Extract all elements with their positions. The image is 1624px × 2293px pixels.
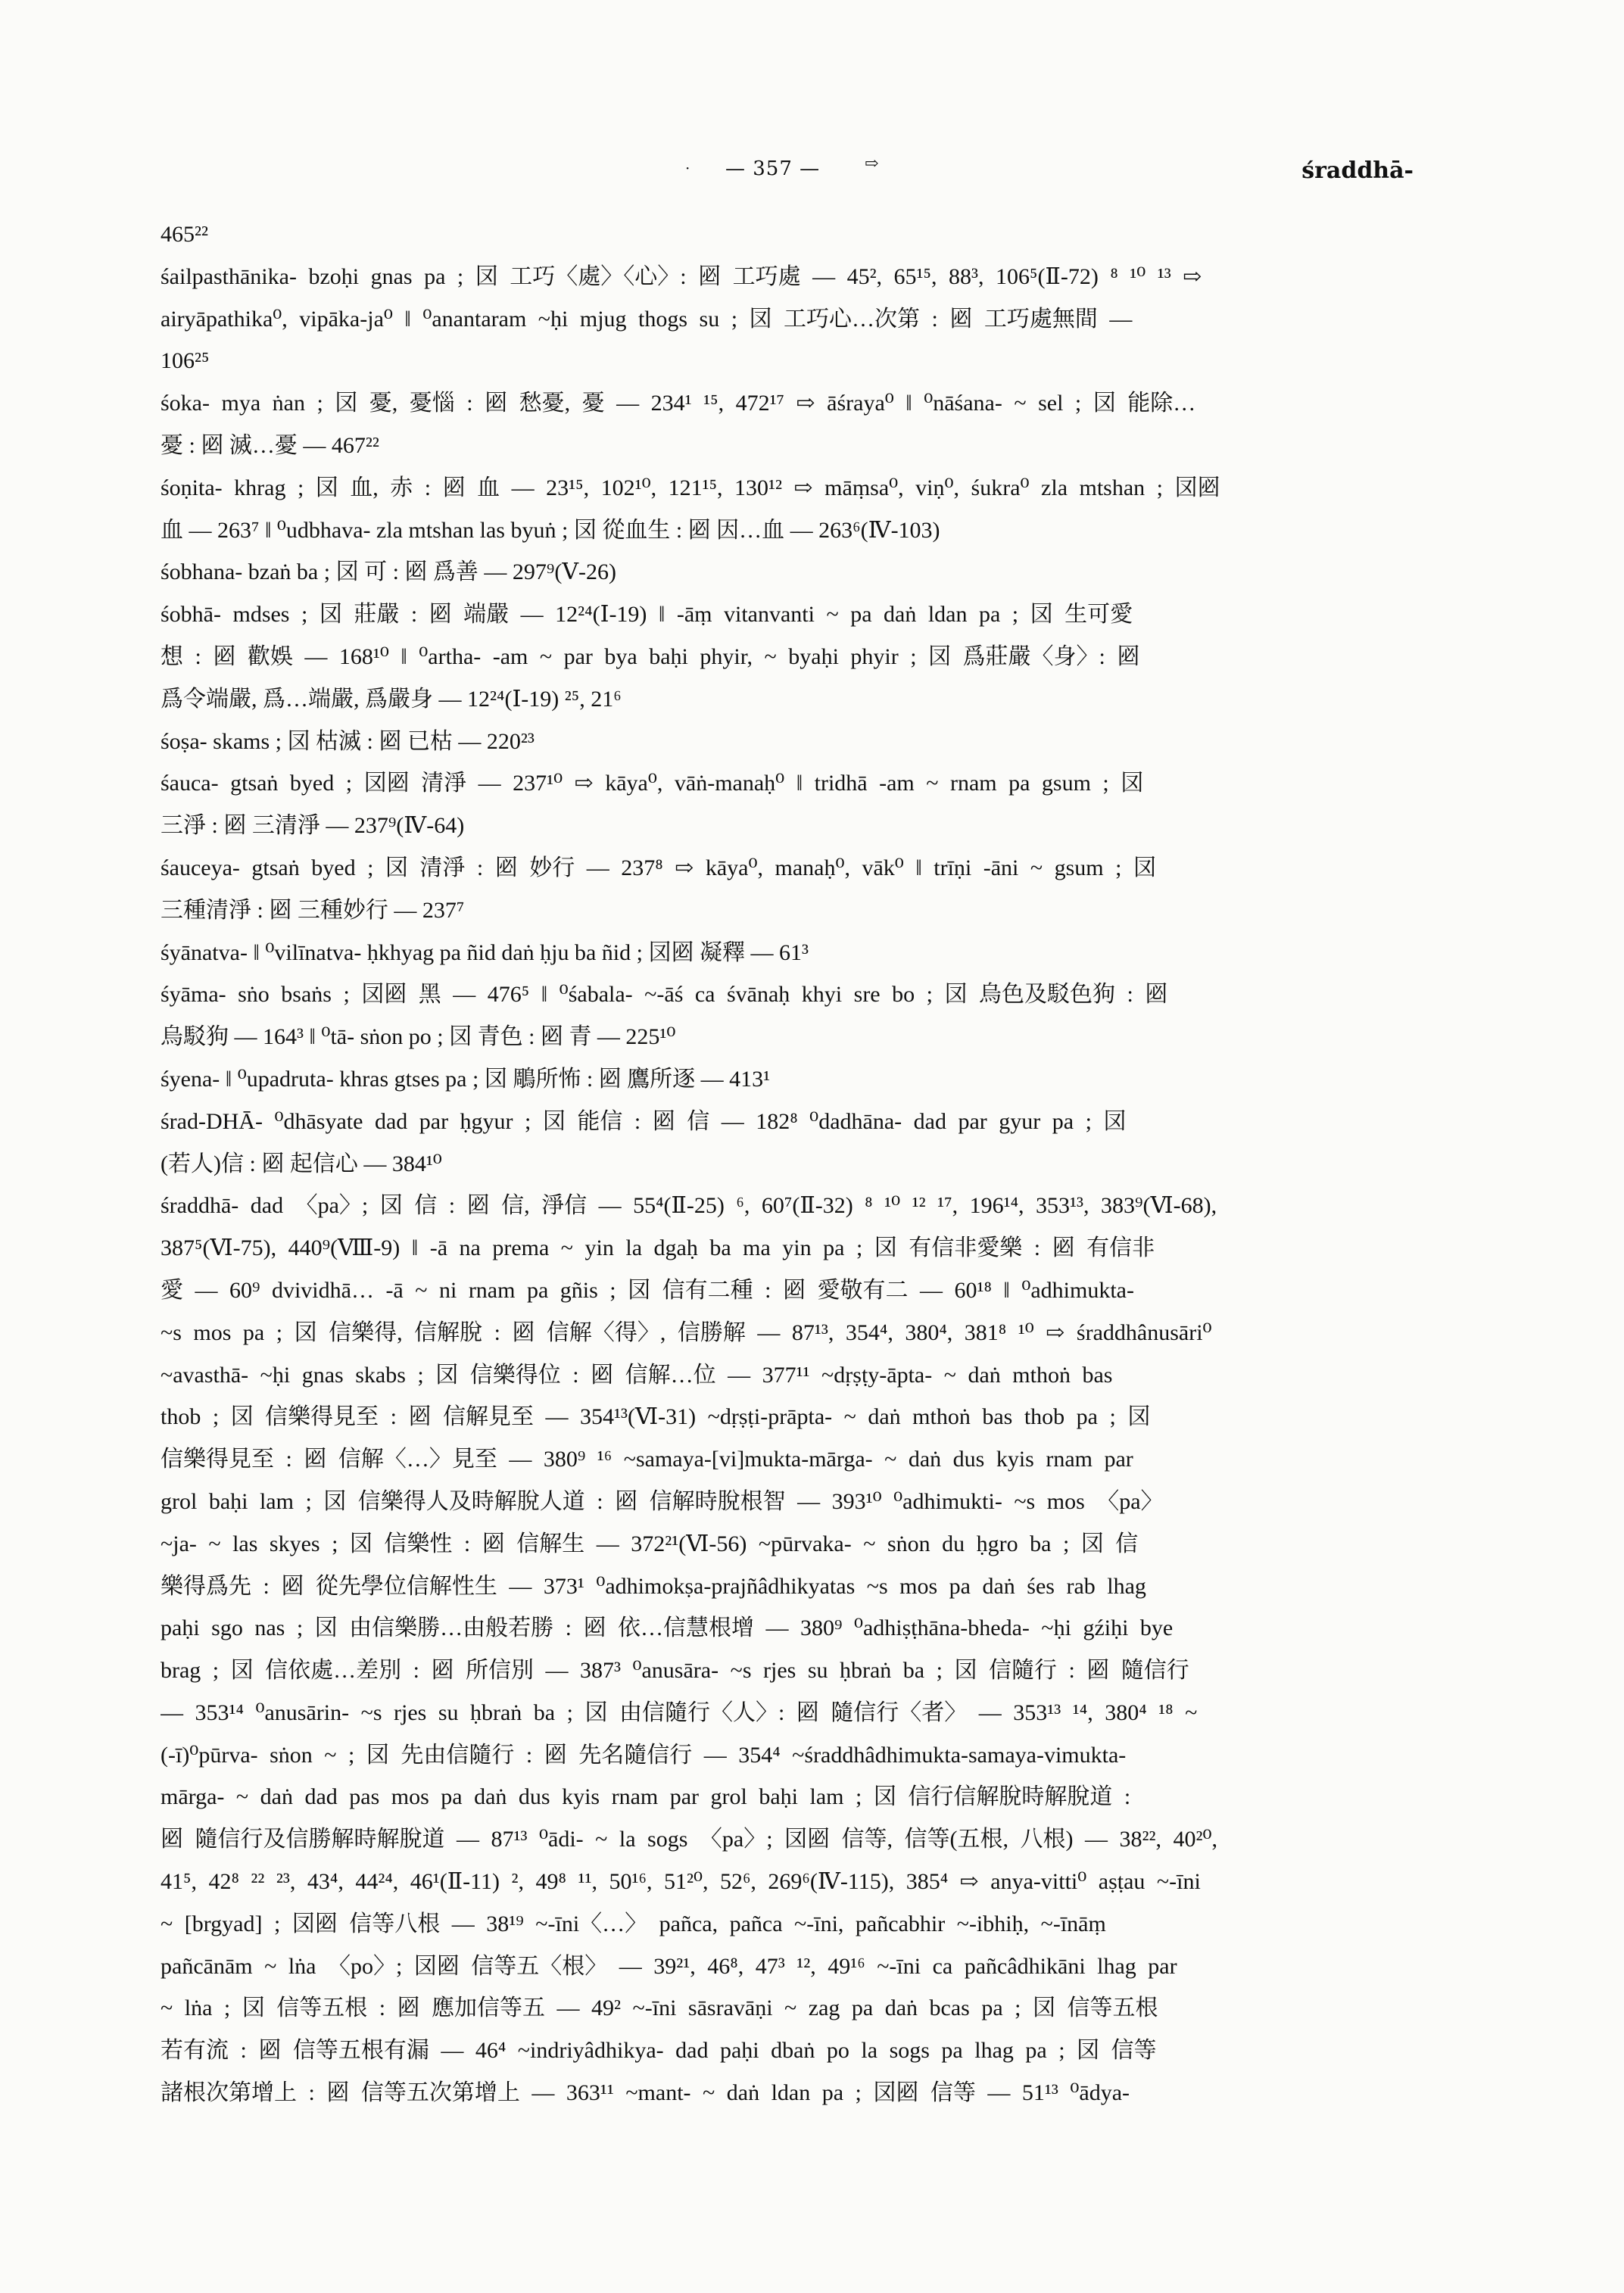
- entry-line-text: śobhana- bzaṅ ba ; 㘝 可 : 㘠 爲善 — 297⁹(Ⅴ-26): [161, 559, 617, 585]
- entry-line-text: paḥi sgo nas ; 㘝 由信樂勝…由般若勝 : 㘠 依…信慧根增 — 380⁹ ⁰adhiṣṭhāna-bheda- ~ḥi gźiḥi bye: [161, 1615, 1174, 1641]
- entry-line: [161, 1818, 1470, 1861]
- entry-line-text: 愛 — 60⁹ dvividhā… -ā ~ ni rnam pa gñis ; 㘝 信有二種 : 㘠 愛敬有二 — 60¹⁸ ‖ ⁰adhimukta-: [161, 1277, 1134, 1303]
- entry-line: [161, 1227, 1470, 1270]
- entry-line-text: ~avasthā- ~ḥi gnas skabs ; 㘝 信樂得位 : 㘠 信解…位 — 377¹¹ ~dṛṣṭy-āpta- ~ daṅ mthoṅ bas: [161, 1362, 1113, 1388]
- entry-line: [161, 1185, 1470, 1227]
- entry-line-text: 爲令端嚴, 爲…端嚴, 爲嚴身 — 12²⁴(Ⅰ-19) ²⁵, 21⁶: [161, 686, 622, 712]
- entry-line-text: śyānatva- ‖ ⁰vilīnatva- ḥkhyag pa ñid daṅ ḥju ba ñid ; 㘝㘠 凝釋 — 61³: [161, 939, 809, 965]
- entry-line-text: 387⁵(Ⅵ-75), 440⁹(Ⅷ-9) ‖ -ā na prema ~ yin la dgaḥ ba ma yin pa ; 㘝 有信非愛樂 : 㘠 有信非: [161, 1235, 1155, 1261]
- entry-line: [161, 1143, 1470, 1185]
- header-dot: ·: [685, 159, 690, 177]
- entry-line-text: śyena- ‖ ⁰upadruta- khras gtses pa ; 㘝 鵰所怖 : 㘠 鷹所逐 — 413¹: [161, 1066, 771, 1092]
- entry-line: [161, 1861, 1470, 1903]
- entry-line: [161, 636, 1470, 678]
- entry-line: [161, 2072, 1470, 2114]
- entry-line: [161, 1016, 1470, 1058]
- entry-line-text: śyāma- sṅo bsaṅs ; 㘝㘠 黑 — 476⁵ ‖ ⁰śabala- ~-āś ca śvānaḥ khyi sre bo ; 㘝 烏色及駁色狗 : 㘠: [161, 982, 1168, 1008]
- entry-line-text: ~ja- ~ las skyes ; 㘝 信樂性 : 㘠 信解生 — 372²¹(Ⅵ-56) ~pūrvaka- ~ sṅon du ḥgro ba ; 㘝 信: [161, 1531, 1139, 1556]
- entry-line: [161, 1734, 1470, 1777]
- entry-line-text: brag ; 㘝 信依處…差別 : 㘠 所信別 — 387³ ⁰anusāra- ~s rjes su ḥbraṅ ba ; 㘝 信隨行 : 㘠 隨信行: [161, 1658, 1189, 1684]
- entry-line-text: pañcānām ~ lṅa 〈po〉; 㘝㘠 信等五〈根〉 — 39²¹, 46⁸, 47³ ¹², 49¹⁶ ~-īni ca pañcâdhikāni lhag par: [161, 1953, 1177, 1979]
- entry-line-text: śrad-DHĀ- ⁰dhāsyate dad par ḥgyur ; 㘝 能信 : 㘠 信 — 182⁸ ⁰dadhāna- dad par gyur pa ; 㘝: [161, 1108, 1127, 1134]
- entry-line: [161, 678, 1470, 721]
- entry-line: [161, 1987, 1470, 2030]
- entry-line: [161, 298, 1470, 341]
- entry-line: [161, 974, 1470, 1016]
- entry-line-text: mārga- ~ daṅ dad pas mos pa daṅ dus kyis rnam par grol baḥi lam ; 㘝 信行信解脫時解脫道 :: [161, 1784, 1131, 1810]
- entry-line: [161, 425, 1470, 467]
- entry-line: [161, 932, 1470, 974]
- entry-line: [161, 1438, 1470, 1481]
- entry-line: [161, 1566, 1470, 1608]
- entry-line-text: — 353¹⁴ ⁰anusārin- ~s rjes su ḥbraṅ ba ; 㘝 由信隨行〈人〉: 㘠 隨信行〈者〉 — 353¹³ ¹⁴, 380⁴ ¹⁸ ~: [161, 1699, 1198, 1725]
- entry-line-text: 血 — 263⁷ ‖ ⁰udbhava- zla mtshan las byuṅ ; 㘝 從血生 : 㘠 因…血 — 263⁶(Ⅳ-103): [161, 517, 940, 543]
- running-head: [0, 154, 1624, 188]
- entry-line-text: ~ lṅa ; 㘝 信等五根 : 㘠 應加信等五 — 49² ~-īni sāsravāṇi ~ zag pa daṅ bcas pa ; 㘝 信等五根: [161, 1995, 1158, 2021]
- entry-line: [161, 594, 1470, 636]
- entry-line: [161, 213, 1470, 256]
- entry-line: [161, 1607, 1470, 1650]
- entry-line: [161, 2030, 1470, 2072]
- entry-line: [161, 1101, 1470, 1143]
- entry-line-text: 憂 : 㘠 滅…憂 — 467²²: [161, 432, 379, 458]
- entry-line-text: 信樂得見至 : 㘠 信解〈…〉見至 — 380⁹ ¹⁶ ~samaya-[vi]mukta-mārga- ~ daṅ dus kyis rnam par: [161, 1447, 1133, 1472]
- entry-line: [161, 1396, 1470, 1438]
- entry-line-text: 想 : 㘠 歡娛 — 168¹⁰ ‖ ⁰artha- -am ~ par bya baḥi phyir, ~ byaḥi phyir ; 㘝 爲莊嚴〈身〉: 㘠: [161, 643, 1140, 669]
- entry-line-text: 諸根次第增上 : 㘠 信等五次第增上 — 363¹¹ ~mant- ~ daṅ ldan pa ; 㘝㘠 信等 — 51¹³ ⁰ādya-: [161, 2080, 1130, 2106]
- entry-line: [161, 1946, 1470, 1988]
- entry-line-text: airyāpathika⁰, vipāka-ja⁰ ‖ ⁰anantaram ~ḥi mjug thogs su ; 㘝 工巧心…次第 : 㘠 工巧處無間 —: [161, 306, 1133, 332]
- entry-line: [161, 1650, 1470, 1692]
- entry-line-text: śoṇita- khrag ; 㘝 血, 赤 : 㘠 血 — 23¹⁵, 102¹⁰, 121¹⁵, 130¹² ⇨ māṃsa⁰, viṇ⁰, śukra⁰ zla mtshan ; 㘝㘠: [161, 475, 1220, 500]
- arrow-icon: ⇨: [865, 154, 879, 173]
- entry-line-text: śraddhā- dad 〈pa〉; 㘝 信 : 㘠 信, 淨信 — 55⁴(Ⅱ-25) ⁶, 60⁷(Ⅱ-32) ⁸ ¹⁰ ¹² ¹⁷, 196¹⁴, 353¹³, 383⁹(Ⅵ-68),: [161, 1193, 1217, 1219]
- entry-line-text: 三淨 : 㘠 三清淨 — 237⁹(Ⅳ-64): [161, 813, 465, 839]
- entry-line: [161, 382, 1470, 425]
- entry-line: [161, 805, 1470, 847]
- entry-line-text: śauceya- gtsaṅ byed ; 㘝 清淨 : 㘠 妙行 — 237⁸ ⇨ kāya⁰, manaḥ⁰, vāk⁰ ‖ trīṇi -āni ~ gsum ; 㘝: [161, 855, 1156, 880]
- entry-line-text: (若人)信 : 㘠 起信心 — 384¹⁰: [161, 1151, 442, 1176]
- entry-line: [161, 1312, 1470, 1354]
- entry-line: [161, 1523, 1470, 1566]
- entry-line: [161, 1270, 1470, 1312]
- entry-line-text: śobhā- mdses ; 㘝 莊嚴 : 㘠 端嚴 — 12²⁴(Ⅰ-19) ‖ -āṃ vitanvanti ~ pa daṅ ldan pa ; 㘝 生可愛: [161, 602, 1133, 628]
- entry-line: [161, 1776, 1470, 1818]
- entry-line-text: 㘠 隨信行及信勝解時解脫道 — 87¹³ ⁰ādi- ~ la sogs 〈pa〉; 㘝㘠 信等, 信等(五根, 八根) — 38²², 40²⁰,: [161, 1827, 1218, 1852]
- entry-line-text: 41⁵, 42⁸ ²² ²³, 43⁴, 44²⁴, 46¹(Ⅱ-11) ², 49⁸ ¹¹, 50¹⁶, 51²⁰, 52⁶, 269⁶(Ⅳ-115), 385⁴ ⇨ anya-vitti⁰ aṣṭau ~-īni: [161, 1869, 1201, 1895]
- entry-line: [161, 1354, 1470, 1397]
- running-head-word: śraddhā-: [1301, 157, 1414, 184]
- entry-line: [161, 889, 1470, 932]
- page-number: — 357 —: [725, 157, 821, 180]
- entry-line: [161, 1903, 1470, 1946]
- entry-line: [161, 847, 1470, 889]
- entry-line-text: śauca- gtsaṅ byed ; 㘝㘠 清淨 — 237¹⁰ ⇨ kāya⁰, vāṅ-manaḥ⁰ ‖ tridhā -am ~ rnam pa gsum ; 㘝: [161, 771, 1144, 796]
- entry-line-text: śailpasthānika- bzoḥi gnas pa ; 㘝 工巧〈處〉〈心〉: 㘠 工巧處 — 45², 65¹⁵, 88³, 106⁵(Ⅱ-72) ⁸ ¹⁰ ¹³ ⇨: [161, 263, 1202, 289]
- entry-line: [161, 467, 1470, 509]
- entry-line: [161, 509, 1470, 552]
- entry-line: [161, 1058, 1470, 1101]
- entry-line: [161, 1481, 1470, 1523]
- entry-line-text: śoka- mya ṅan ; 㘝 憂, 憂惱 : 㘠 愁憂, 憂 — 234¹ ¹⁵, 472¹⁷ ⇨ āśraya⁰ ‖ ⁰nāśana- ~ sel ; 㘝 能除…: [161, 391, 1196, 416]
- entry-line: [161, 256, 1470, 298]
- entry-line-text: 465²²: [161, 222, 208, 247]
- entry-line: [161, 721, 1470, 763]
- entry-line-text: ~ [brgyad] ; 㘝㘠 信等八根 — 38¹⁹ ~-īni〈…〉 pañca, pañca ~-īni, pañcabhir ~-ibhiḥ, ~-īnāṃ: [161, 1911, 1106, 1936]
- entry-line-text: thob ; 㘝 信樂得見至 : 㘠 信解見至 — 354¹³(Ⅵ-31) ~dṛṣṭi-prāpta- ~ daṅ mthoṅ bas thob pa ; 㘝: [161, 1404, 1151, 1430]
- entry-line-text: 若有流 : 㘠 信等五根有漏 — 46⁴ ~indriyâdhikya- dad paḥi dbaṅ po la sogs pa lhag pa ; 㘝 信等: [161, 2038, 1157, 2064]
- entry-line: [161, 340, 1470, 382]
- entry-line-text: grol baḥi lam ; 㘝 信樂得人及時解脫人道 : 㘠 信解時脫根智 — 393¹⁰ ⁰adhimukti- ~s mos 〈pa〉: [161, 1488, 1164, 1514]
- entry-line-text: (-ī)⁰pūrva- sṅon ~ ; 㘝 先由信隨行 : 㘠 先名隨信行 — 354⁴ ~śraddhâdhimukta-samaya-vimukta-: [161, 1742, 1127, 1768]
- entry-line-text: ~s mos pa ; 㘝 信樂得, 信解脫 : 㘠 信解〈得〉, 信勝解 — 87¹³, 354⁴, 380⁴, 381⁸ ¹⁰ ⇨ śraddhânusāri⁰: [161, 1319, 1212, 1345]
- entry-line-text: 樂得爲先 : 㘠 從先學位信解性生 — 373¹ ⁰adhimokṣa-prajñâdhikyatas ~s mos pa daṅ śes rab lhag: [161, 1573, 1146, 1599]
- entry-line-text: 烏駁狗 — 164³ ‖ ⁰tā- sṅon po ; 㘝 青色 : 㘠 青 — 225¹⁰: [161, 1024, 676, 1050]
- entry-line-text: 106²⁵: [161, 348, 210, 374]
- entry-line-text: śoṣa- skams ; 㘝 枯滅 : 㘠 已枯 — 220²³: [161, 728, 535, 754]
- dictionary-entries: [161, 213, 1470, 2114]
- entry-line-text: 三種清淨 : 㘠 三種妙行 — 237⁷: [161, 897, 465, 923]
- entry-line: [161, 1692, 1470, 1734]
- entry-line: [161, 551, 1470, 594]
- entry-line: [161, 762, 1470, 805]
